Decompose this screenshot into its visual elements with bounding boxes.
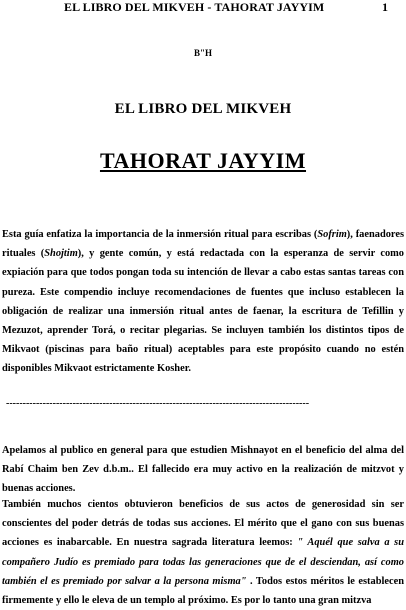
bh-mark: B"H <box>194 48 212 58</box>
running-header <box>48 0 388 16</box>
dashed-divider: ------------------------------------------------------------------------------------------- <box>6 398 310 409</box>
text-run: ), faenadores rituales ( <box>2 229 404 260</box>
text-run: . Todos estos méritos le establecen firmemente y ello le eleva de un templo al próximo. Es por lo tanto una gran mitzva <box>2 575 404 607</box>
merit-paragraph <box>2 495 404 610</box>
page-number: 1 <box>382 0 388 14</box>
text-run: ), y gente común, y está redactada con la esperanza de servir como expiación para que todos pongan toda su intención de llevar a cabo estas santas tareas con pureza. Este compendio incluye recomendaciones de fuentes que incluso establecen la obligación de realizar una inmersión ritual antes de faenar, la escritura de Tefillin y Mezuzot, aprender Torá, o recitar plegarias. Se incluyen también los distintos tipos de Mikvaot (piscinas para baño ritual) aceptables para este propósito cuando no estén disponibles Mikvaot estrictamente Kosher. <box>2 248 404 375</box>
text-run: Esta guía enfatiza la importancia de la inmersión ritual para escribas ( <box>2 229 318 240</box>
book-title: EL LIBRO DEL MIKVEH <box>114 101 292 117</box>
italic-term-shojtim: Shojtim <box>44 248 78 260</box>
intro-paragraph <box>2 225 404 379</box>
running-title: EL LIBRO DEL MIKVEH - TAHORAT JAYYIM <box>64 0 325 14</box>
text-run: También muchos cientos obtuvieron beneficios de sus actos de generosidad sin ser conscientes del poder detrás de todas sus acciones. El mérito que el gano con sus buenas acciones es inabarcable. En nuestra sagrada literatura leemos: <box>2 499 404 549</box>
italic-term-sofrim: Sofrim <box>317 229 347 240</box>
book-subtitle: TAHORAT JAYYIM <box>99 148 307 173</box>
dedication-paragraph: Apelamos al publico en general para que estudien Mishnayot en el beneficio del alma del Rabí Chaim ben Zev d.b.m.. El fallecido era muy activo en la realización de mitzvot y buenas acciones. <box>2 445 404 495</box>
italic-quote: " Aquél que salva a su compañero Judío es premiado para todas las generaciones que de el desciendan, así como también el es premiado por salvar a la persona misma" <box>2 537 404 587</box>
